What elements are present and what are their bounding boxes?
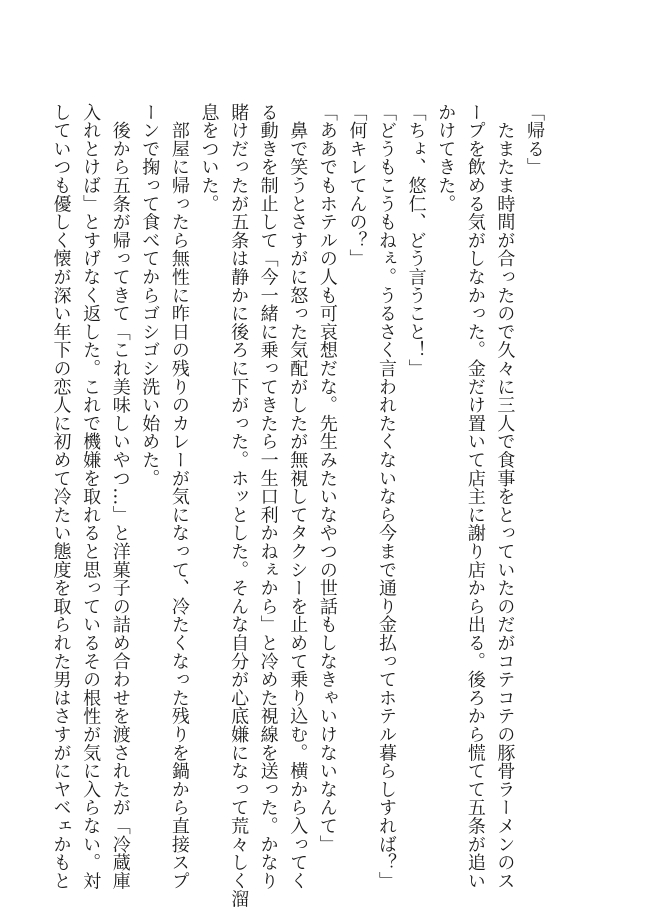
text-line: 後から五条が帰ってきて「これ美味しいやつ…」と洋菓子の詰め合わせを渡されたが「冷蔵庫 [109, 103, 131, 890]
vertical-text-block [46, 103, 549, 908]
text-line: かけてきた。 [435, 103, 457, 213]
text-line: 鼻で笑うとさすがに怒った気配がしたが無視してタクシーを止めて乗り込む。横から入ってく [287, 103, 309, 890]
text-line: ープを飲める気がしなかった。金だけ置いて店主に謝り店から出る。後ろから慌てて五条が追い [464, 103, 486, 890]
text-line: 「どうもこうもねぇ。うるさく言われたくないなら今まで通り金払ってホテル暮らしすれば？」 [376, 103, 398, 890]
text-line: る動きを制止して「今一緒に乗ってきたら一生口利かねぇから」と冷めた視線を送った。かなり [257, 103, 279, 890]
text-line: 賭けだったが五条は静かに後ろに下がった。ホッとした。そんな自分が心底嫌になって荒々しく溜 [228, 103, 250, 908]
text-line: していつも優しく懐が深い年下の恋人に初めて冷たい態度を取られた男はさすがにヤベェかもと [50, 103, 72, 890]
text-line: たまたま時間が合ったので久々に三人で食事をとっていたのだがコテコテの豚骨ラーメンのス [494, 103, 516, 890]
text-line: 「何キレてんの？」 [346, 103, 368, 268]
text-line: 「ああでもホテルの人も可哀想だな。先生みたいなやつの世話もしなきゃいけないなんて」 [316, 103, 338, 854]
text-line: 入れとけば」とすげなく返した。これで機嫌を取れると思っているその根性が気に入らない。対 [80, 103, 102, 890]
text-line: 「帰る」 [524, 103, 545, 177]
text-line: 息をついた。 [198, 103, 220, 213]
text-line: ーンで掬って食べてからゴシゴシ洗い始めた。 [139, 103, 161, 488]
text-line: 部屋に帰ったら無性に昨日の残りのカレーが気になって、冷たくなった残りを鍋から直接スプ [168, 103, 190, 890]
text-line: 「ちょ、悠仁、どう言うこと！」 [405, 103, 427, 378]
